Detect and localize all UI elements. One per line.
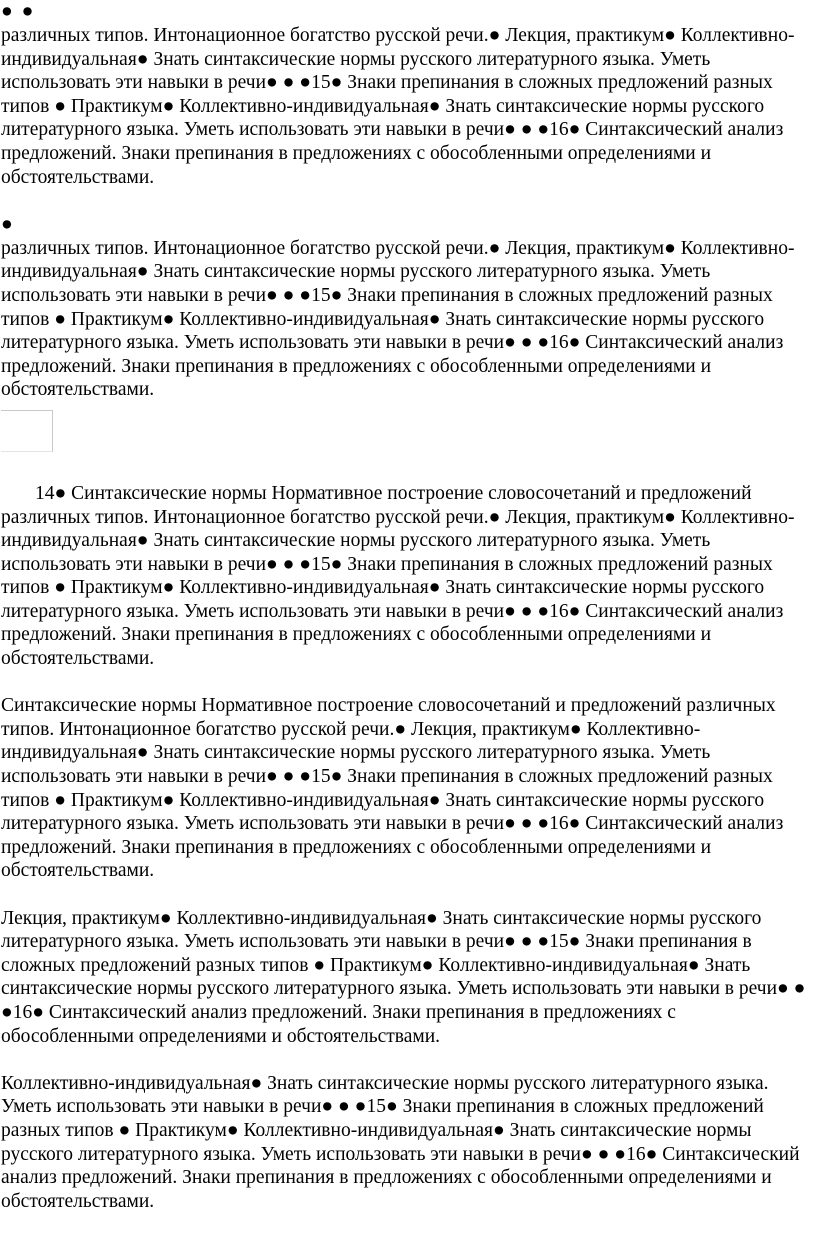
text-block-6: Коллективно-индивидуальная● Знать синтаксические нормы русского литературного языка. Уметь использовать эти навыки в речи● ● ●15● Знаки препинания в сложных предложений разных типов ● Практикум● Коллективно-индивидуальная● Знать синтаксические нормы русского литературного языка. Уметь использовать эти навыки в речи● ● ●16● Синтаксический анализ предложений. Знаки препинания в предложениях с обособленными определениями и обстоятельствами. [1, 1072, 800, 1212]
spacer [1, 452, 813, 482]
spacer [1, 189, 813, 213]
spacer [1, 883, 813, 907]
text-block-3: 14● Синтаксические нормы Нормативное построение словосочетаний и предложений различных типов. Интонационное богатство русской речи.● Лекция, практикум● Коллективно-индивидуальная● Знать синтаксические нормы русского литературного языка. Уметь использовать эти навыки в речи● ● ●15● Знаки препинания в сложных предложений разных типов ● Практикум● Коллективно-индивидуальная● Знать синтаксические нормы русского литературного языка. Уметь использовать эти навыки в речи● ● ●16● Синтаксический анализ предложений. Знаки препинания в предложениях с обособленными определениями и обстоятельствами. [1, 482, 795, 670]
text-block-2: различных типов. Интонационное богатство русской речи.● Лекция, практикум● Коллективно-индивидуальная● Знать синтаксические нормы русского литературного языка. Уметь использовать эти навыки в речи● ● ●15● Знаки препинания в сложных предложений разных типов ● Практикум● Коллективно-индивидуальная● Знать синтаксические нормы русского литературного языка. Уметь использовать эти навыки в речи● ● ●16● Синтаксический анализ предложений. Знаки препинания в предложениях с обособленными определениями и обстоятельствами. [1, 237, 795, 401]
text-block-1: различных типов. Интонационное богатство русской речи.● Лекция, практикум● Коллективно-индивидуальная● Знать синтаксические нормы русского литературного языка. Уметь использовать эти навыки в речи● ● ●15● Знаки препинания в сложных предложений разных типов ● Практикум● Коллективно-индивидуальная● Знать синтаксические нормы русского литературного языка. Уметь использовать эти навыки в речи● ● ●16● Синтаксический анализ предложений. Знаки препинания в предложениях с обособленными определениями и обстоятельствами. [1, 25, 795, 188]
bullet-markers-top: ● ● [1, 1, 36, 22]
text-block-4: Синтаксические нормы Нормативное построение словосочетаний и предложений различных типов. Интонационное богатство русской речи.● Лекция, практикум● Коллективно-индивидуальная● Знать синтаксические нормы русского литературного языка. Уметь использовать эти навыки в речи● ● ●15● Знаки препинания в сложных предложений разных типов ● Практикум● Коллективно-индивидуальная● Знать синтаксические нормы русского литературного языка. Уметь использовать эти навыки в речи● ● ●16● Синтаксический анализ предложений. Знаки препинания в предложениях с обособленными определениями и обстоятельствами. [1, 695, 784, 882]
bullet-marker-second: ● [1, 213, 15, 235]
empty-image-placeholder [1, 410, 53, 452]
spacer [1, 1048, 813, 1072]
text-block-5: Лекция, практикум● Коллективно-индивидуальная● Знать синтаксические нормы русского литературного языка. Уметь использовать эти навыки в речи● ● ●15● Знаки препинания в сложных предложений разных типов ● Практикум● Коллективно-индивидуальная● Знать синтаксические нормы русского литературного языка. Уметь использовать эти навыки в речи● ● ●16● Синтаксический анализ предложений. Знаки препинания в предложениях с обособленными определениями и обстоятельствами. [1, 907, 806, 1047]
spacer [1, 671, 813, 695]
